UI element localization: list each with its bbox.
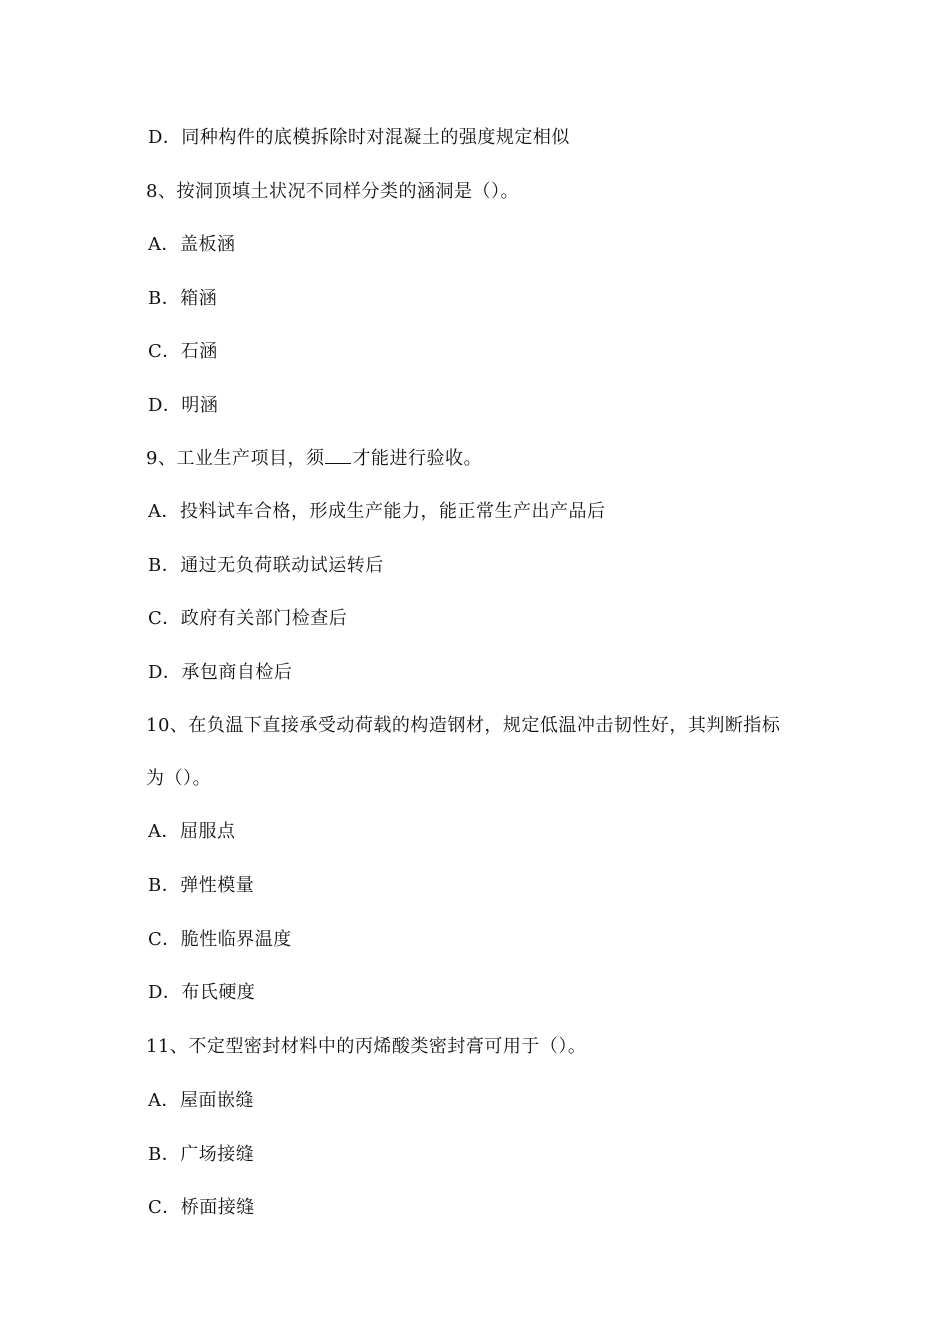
option-8a: A．盖板涵 — [148, 234, 236, 255]
option-8b: B．箱涵 — [148, 288, 218, 309]
option-7d: D．同种构件的底模拆除时对混凝土的强度规定相似 — [148, 127, 570, 148]
fill-in-blank — [325, 448, 351, 464]
option-10d: D．布氏硬度 — [148, 982, 256, 1003]
option-10b: B．弹性模量 — [148, 875, 255, 896]
option-8c: C．石涵 — [148, 341, 218, 362]
option-9b: B．通过无负荷联动试运转后 — [148, 555, 384, 576]
option-10c: C．脆性临界温度 — [148, 929, 292, 950]
question-9-text-before: 9、工业生产项目，须 — [146, 448, 325, 469]
question-9-text-after: 才能进行验收。 — [352, 448, 482, 469]
option-11a: A．屋面嵌缝 — [148, 1090, 254, 1111]
question-9 — [146, 448, 482, 470]
option-11b: B．广场接缝 — [148, 1144, 255, 1165]
question-11: 11、不定型密封材料中的丙烯酸类密封膏可用于（）。 — [146, 1036, 587, 1057]
option-8d: D．明涵 — [148, 395, 219, 416]
question-8: 8、按洞顶填土状况不同样分类的涵洞是（）。 — [146, 181, 519, 202]
question-10-line-1: 10、在负温下直接承受动荷载的构造钢材，规定低温冲击韧性好，其判断指标 — [146, 715, 781, 736]
option-10a: A．屈服点 — [148, 821, 236, 842]
option-9c: C．政府有关部门检查后 — [148, 608, 348, 629]
option-11c: C．桥面接缝 — [148, 1197, 255, 1218]
option-9a: A．投料试车合格，形成生产能力，能正常生产出产品后 — [148, 501, 606, 522]
question-10-line-2: 为（）。 — [146, 768, 211, 789]
option-9d: D．承包商自检后 — [148, 662, 293, 683]
